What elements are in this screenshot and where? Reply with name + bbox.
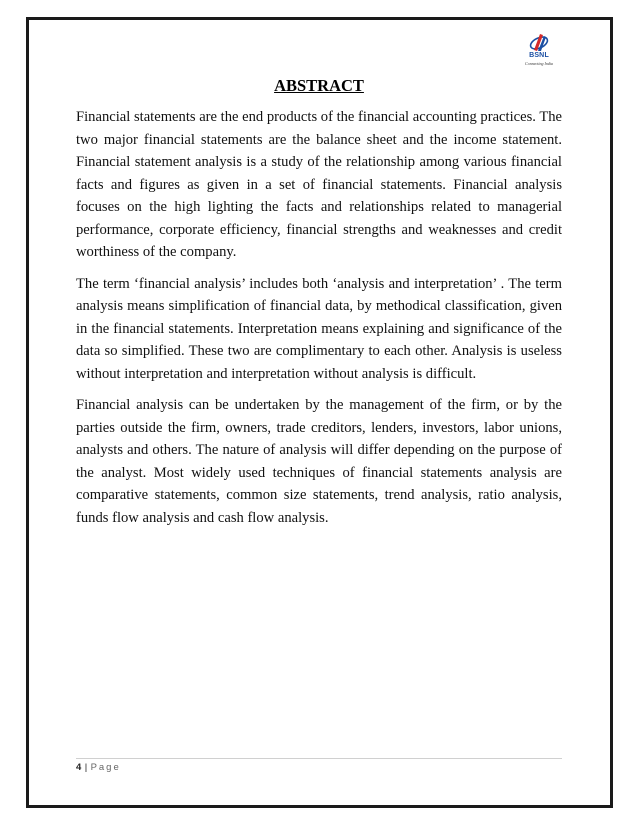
logo-tagline: Connecting India xyxy=(525,61,553,66)
document-body xyxy=(76,106,562,538)
paragraph: The term ‘financial analysis’ includes both ‘analysis and interpretation’ . The term analysis means simplification of financial data, by methodical classification, given in the financial statements. Interpretation means explaining and significance of the data so simplified. These two are complimentary to each other. Analysis is useless without interpretation and interpretation without analysis is difficult. xyxy=(76,275,562,382)
paragraph: Financial statements are the end products of the financial accounting practices. The two major financial statements are the balance sheet and the income statement. Financial statement analysis is a study of the relationship among various financial facts and figures as given in a set of financial statements. Financial analysis focuses on the high lighting the facts and relationships related to managerial performance, corporate efficiency, financial strengths and weaknesses and credit worthiness of the company. xyxy=(76,109,563,260)
logo-brand-text: BSNL xyxy=(529,52,549,59)
bsnl-logo xyxy=(517,30,561,70)
page-footer xyxy=(76,762,121,773)
paragraph: Financial analysis can be undertaken by the management of the firm, or by the parties outside the firm, owners, trade creditors, lenders, investors, labor unions, analysts and others. The nature of analysis will differ depending on the purpose of the analyst. Most widely used techniques of financial statements analysis are comparative statements, common size statements, trend analysis, ratio analysis, funds flow analysis and cash flow analysis. xyxy=(76,397,562,526)
footer-divider xyxy=(76,758,562,759)
footer-separator: | xyxy=(84,762,88,773)
page-number: 4 xyxy=(76,762,82,773)
page-label: Page xyxy=(90,762,121,773)
page-title: ABSTRACT xyxy=(274,76,364,95)
bsnl-logo-icon xyxy=(517,30,561,54)
